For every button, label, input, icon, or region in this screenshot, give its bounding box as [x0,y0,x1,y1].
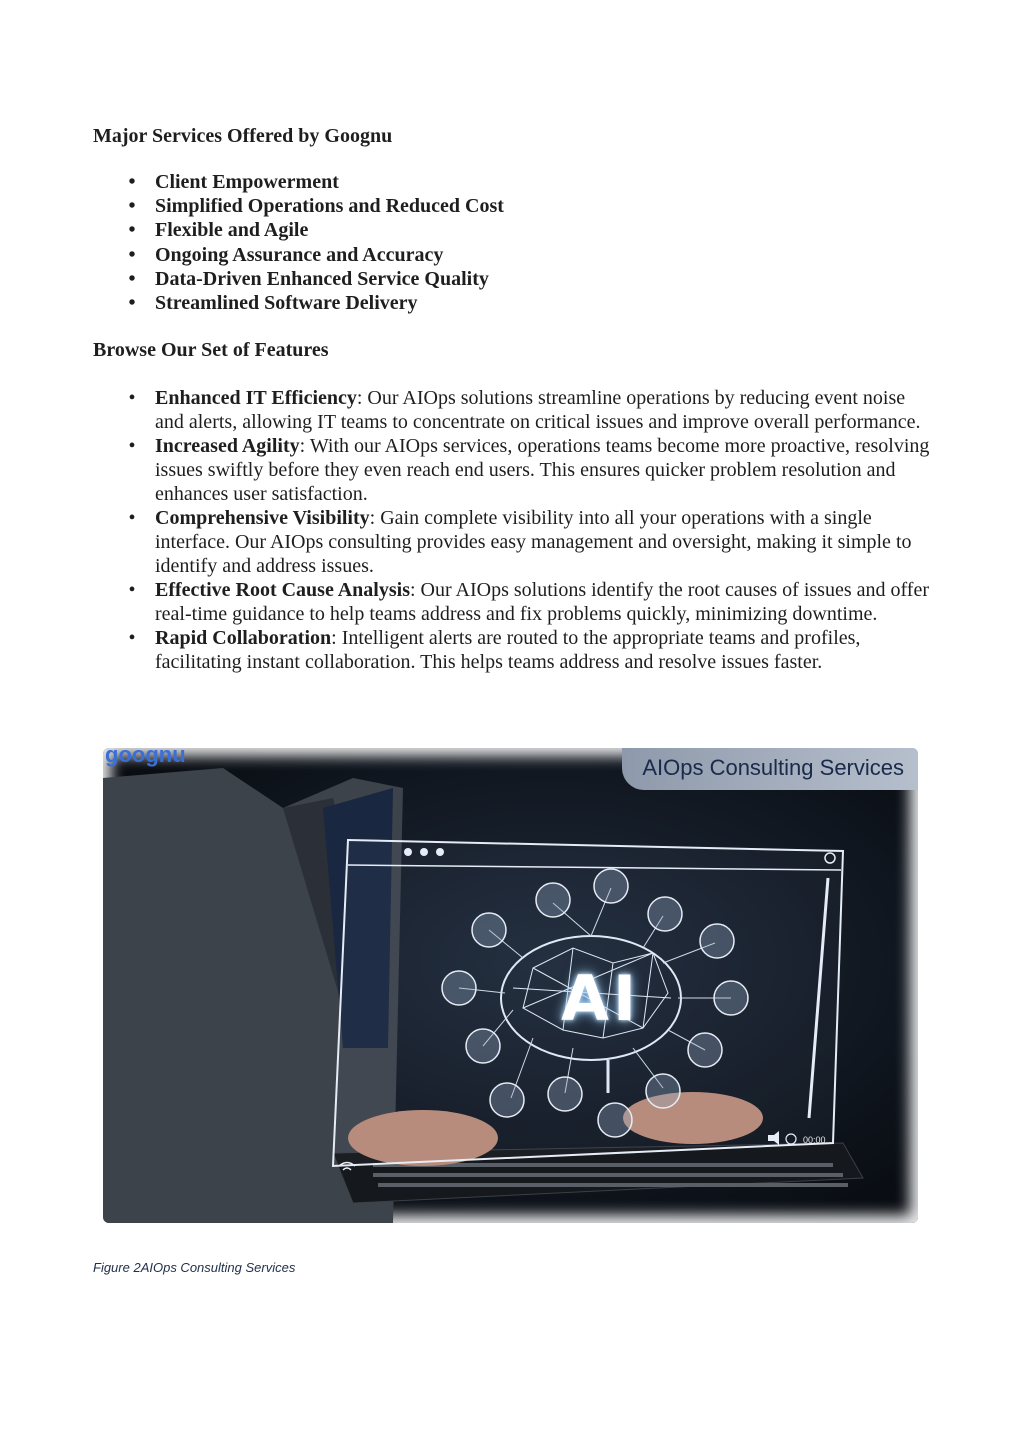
list-item [128,386,935,434]
robot-arm-icon [466,1029,500,1063]
feature-text: : Intelligent alerts are routed to the appropriate teams and profiles, facilitating instant collaboration. This helps teams address and resolve issues faster. [155,627,861,673]
car-icon [646,1074,680,1108]
cloud-icon [700,924,734,958]
feature-title: Rapid Collaboration [155,627,332,649]
figure-banner: AIOps Consulting Services [622,748,918,790]
figure-illustration [103,748,918,1223]
network-icon [548,1077,582,1111]
chart-icon [472,913,506,947]
feature-text: : With our AIOps services, operations teams become more proactive, resolving issues swiftly before they even reach end users. This ensures quicker problem resolution and enhances user satisfaction. [155,435,930,505]
service-label: Client Empowerment [155,171,339,193]
bullet: • [128,579,136,601]
bullet: • [128,387,136,409]
factory-icon [490,1083,524,1117]
features-heading: Browse Our Set of Features [93,339,329,361]
service-label: Data-Driven Enhanced Service Quality [155,267,489,290]
list-item [128,434,935,506]
bullet: • [128,507,136,529]
ai-label: AI [561,962,641,1035]
list-item [128,218,504,242]
list-item [128,291,504,315]
bullet: • [128,292,136,315]
goognu-logo: goognu [105,748,186,767]
bullet: • [128,195,136,218]
feature-title: Effective Root Cause Analysis [155,579,410,601]
features-list [128,386,935,674]
list-item [128,243,504,267]
feature-title: Increased Agility [155,435,300,457]
service-label: Flexible and Agile [155,219,309,242]
service-label: Streamlined Software Delivery [155,292,418,315]
feature-text: : Gain complete visibility into all your operations with a single interface. Our AIOps consulting provides easy management and oversight, making it simple to identify and address issues. [155,507,912,577]
list-item [128,194,504,218]
keyboard-keys [373,1163,848,1187]
list-item [128,506,935,578]
feature-title: Enhanced IT Efficiency [155,387,357,409]
list-item [128,626,935,674]
list-item [128,578,935,626]
bullet: • [128,627,136,649]
bullet: • [128,435,136,457]
holo-dot [404,848,412,856]
holo-dot [420,848,428,856]
holo-dot [436,848,444,856]
services-list [128,170,504,315]
globe-icon [594,869,628,903]
list-item [128,267,504,291]
figure-caption: Figure 2AIOps Consulting Services [93,1260,296,1275]
home-icon [714,981,748,1015]
checklist-icon [598,1103,632,1137]
list-item [128,170,504,194]
camera-icon [688,1033,722,1067]
bank-icon [536,883,570,917]
service-label: Ongoing Assurance and Accuracy [155,243,444,266]
feature-text: : Our AIOps solutions streamline operations by reducing event noise and alerts, allowing IT teams to concentrate on critical issues and improve overall performance. [155,387,921,433]
aiops-figure-image [103,748,918,1223]
services-heading: Major Services Offered by Goognu [93,125,393,147]
bullet: • [128,243,136,266]
monitor-icon [648,897,682,931]
bullet: • [128,171,136,193]
bullet: • [128,267,136,290]
time-readout: 00:00 [803,1135,826,1145]
feature-text: : Our AIOps solutions identify the root causes of issues and offer real-time guidance to help teams address and fix problems quickly, minimizing downtime. [155,579,929,625]
feature-title: Comprehensive Visibility [155,507,370,529]
bullet: • [128,219,136,242]
cart-icon [442,971,476,1005]
service-label: Simplified Operations and Reduced Cost [155,195,504,218]
